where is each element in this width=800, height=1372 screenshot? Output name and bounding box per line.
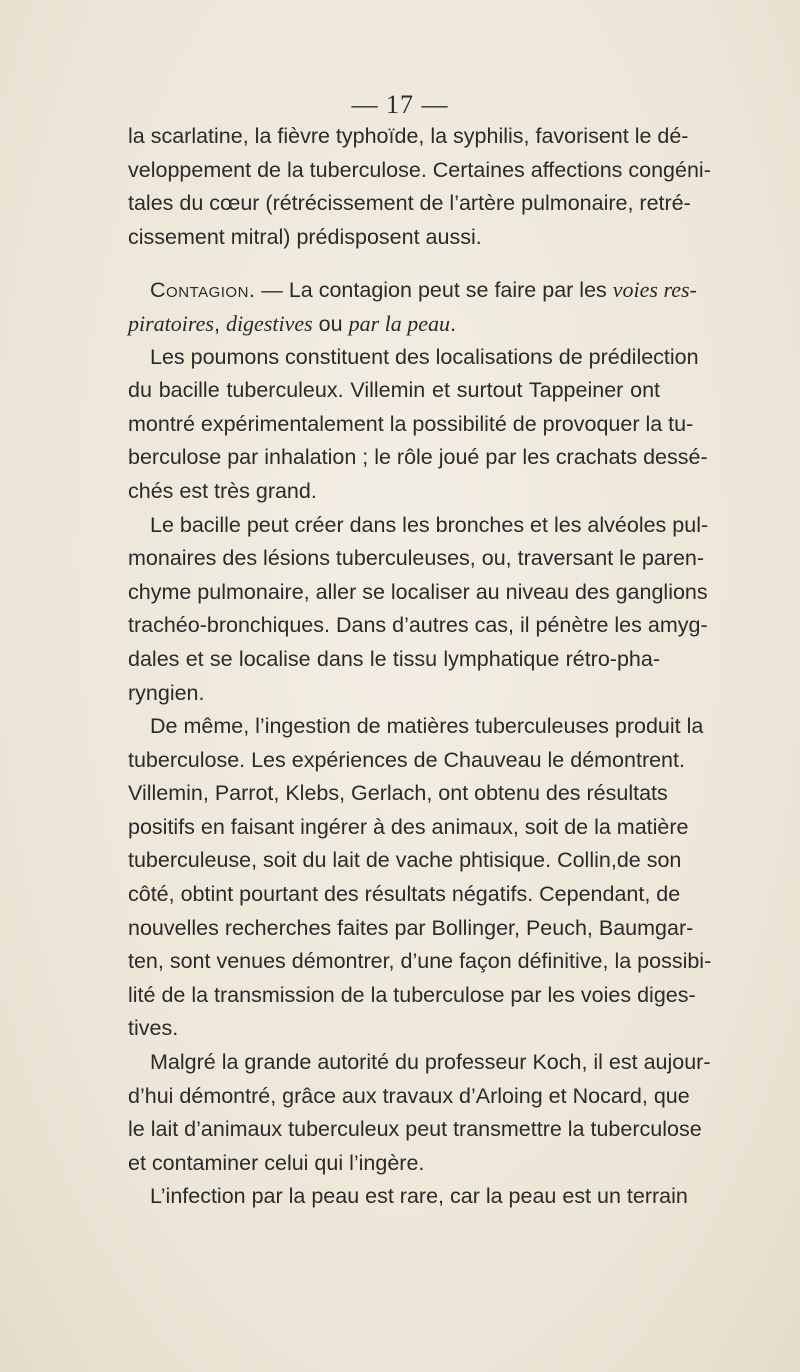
text-line: Le bacille peut créer dans les bronches et les alvéoles pul- [150, 512, 709, 537]
text-line: chés est très grand. [128, 478, 317, 503]
text-line: ryngien. [128, 680, 205, 705]
paragraph-bacille [128, 509, 709, 711]
paragraph-contagion [128, 273, 697, 340]
text-line: ten, sont venues démontrer, d’une façon définitive, la possibi- [128, 949, 712, 974]
text-line: Les poumons constituent des localisations de prédilection [150, 344, 699, 369]
text-line: Malgré la grande autorité du professeur Koch, il est aujour- [150, 1050, 711, 1075]
text-line: tuberculose. Les expériences de Chauveau le démontrent. [128, 747, 685, 772]
text-line: lité de la transmission de la tuberculose par les voies diges- [128, 982, 696, 1007]
italic-run: digestives [225, 310, 313, 336]
paragraph-peau [128, 1180, 688, 1214]
text-line: cissement mitral) prédisposent aussi. [128, 224, 482, 249]
text-run: . [450, 311, 457, 336]
section-gap [128, 254, 660, 273]
italic-run: voies res- [612, 277, 697, 303]
text-line: chyme pulmonaire, aller se localiser au niveau des ganglions [128, 579, 708, 604]
text-line: dales et se localise dans le tissu lymphatique rétro-pha- [128, 646, 660, 671]
text-line: du bacille tuberculeux. Villemin et surtout Tappeiner ont [128, 378, 660, 403]
paragraph-intro [128, 120, 711, 254]
section-heading-contagion: Contagion. [150, 278, 256, 303]
text-line: veloppement de la tuberculose. Certaines affections congéni- [128, 157, 711, 182]
text-line: et contaminer celui qui l’ingère. [128, 1150, 425, 1175]
paragraph-koch [128, 1046, 711, 1180]
text-line: le lait d’animaux tuberculeux peut transmettre la tuberculose [128, 1117, 702, 1142]
text-line: L’infection par la peau est rare, car la peau est un terrain [150, 1184, 688, 1209]
italic-run: piratoires [128, 310, 214, 336]
paragraph-ingestion [128, 710, 712, 1046]
text-line: tuberculeuse, soit du lait de vache phtisique. Collin,de son [128, 848, 682, 873]
text-line: tives. [128, 1016, 179, 1041]
text-line [128, 273, 697, 307]
paragraph-poumons [128, 341, 708, 509]
text-line: côté, obtint pourtant des résultats négatifs. Cependant, de [128, 882, 681, 907]
text-line: positifs en faisant ingérer à des animaux, soit de la matière [128, 814, 689, 839]
text-run: , [213, 311, 226, 336]
text-line: berculose par inhalation ; le rôle joué par les crachats dessé- [128, 445, 708, 470]
text-line: Villemin, Parrot, Klebs, Gerlach, ont obtenu des résultats [128, 781, 668, 806]
text-line: monaires des lésions tuberculeuses, ou, traversant le paren- [128, 546, 705, 571]
text-line: d’hui démontré, grâce aux travaux d’Arloing et Nocard, que [128, 1083, 690, 1108]
text-line: De même, l’ingestion de matières tuberculeuses produit la [150, 714, 704, 739]
text-line: nouvelles recherches faites par Bollinger, Peuch, Baumgar- [128, 915, 694, 940]
text-run: ou [312, 311, 349, 336]
text-line: trachéo-bronchiques. Dans d’autres cas, il pénètre les amyg- [128, 613, 708, 638]
page-body [128, 120, 712, 1214]
text-line: tales du cœur (rétrécissement de l’artère pulmonaire, retré- [128, 191, 691, 216]
text-line [128, 307, 660, 341]
italic-run: par la peau [348, 310, 451, 336]
page-number: — 17 — [351, 90, 449, 119]
text-run: — La contagion peut se faire par les [255, 278, 613, 303]
text-line: montré expérimentalement la possibilité de provoquer la tu- [128, 411, 694, 436]
text-line: la scarlatine, la fièvre typhoïde, la syphilis, favorisent le dé- [128, 124, 689, 148]
